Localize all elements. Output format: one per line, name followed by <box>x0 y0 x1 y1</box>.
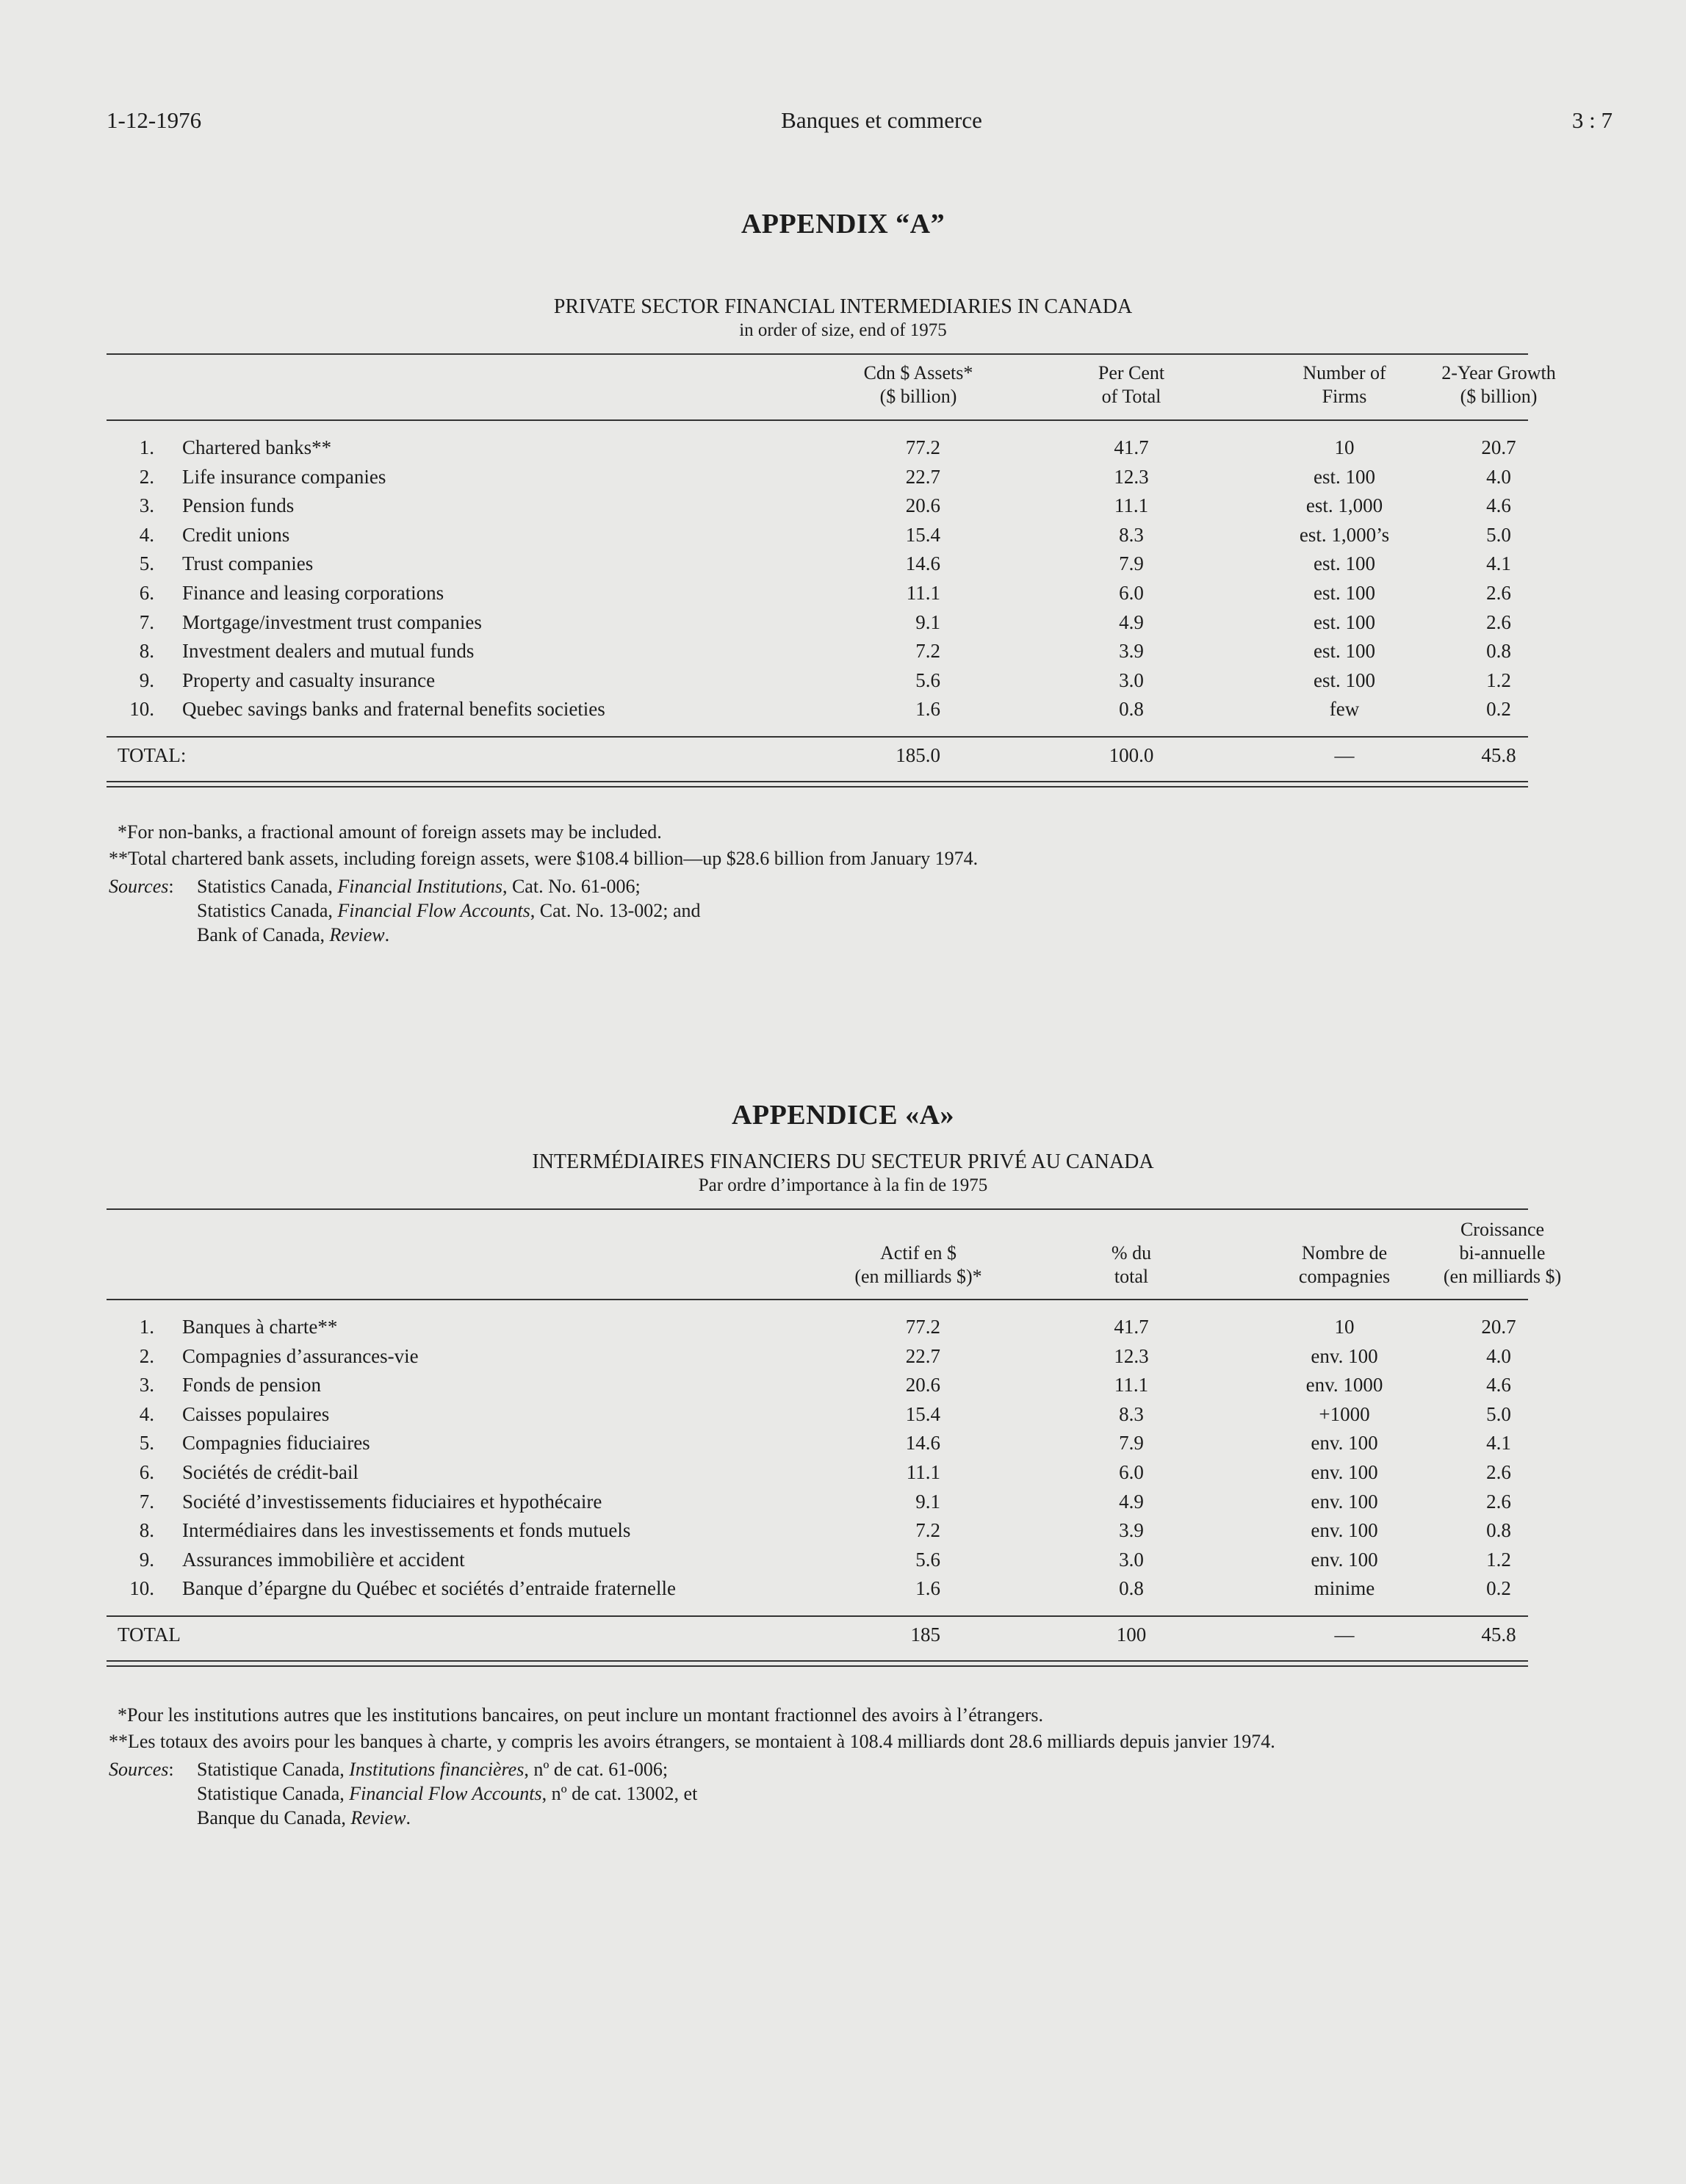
table-row <box>0 436 1686 466</box>
table-row <box>0 466 1686 495</box>
row-number: 2. <box>139 465 154 488</box>
row-number: 1. <box>139 436 154 458</box>
appendix-fr-subtitle2: Par ordre d’importance à la fin de 1975 <box>698 1175 988 1195</box>
row-percent: 41.7 <box>1114 1316 1149 1338</box>
table-header-rule <box>107 419 1528 421</box>
row-name: Finance and leasing corporations <box>182 582 444 604</box>
row-firms: 10 <box>1334 1316 1355 1338</box>
row-number: 6. <box>139 582 154 604</box>
row-name: Banque d’épargne du Québec et sociétés d’entraide fraternelle <box>182 1577 676 1600</box>
row-assets: 9.1 <box>915 610 940 633</box>
row-assets: 15.4 <box>905 523 940 546</box>
row-growth: 1.2 <box>1486 668 1511 691</box>
row-name: Pension funds <box>182 494 295 517</box>
row-name: Quebec savings banks and fraternal benefits societies <box>182 698 605 721</box>
row-assets: 1.6 <box>915 1577 940 1600</box>
row-firms: +1000 <box>1319 1402 1370 1425</box>
header-title: Banques et commerce <box>781 107 982 133</box>
table-row <box>0 1403 1686 1432</box>
row-assets: 14.6 <box>905 552 940 575</box>
row-number: 5. <box>139 552 154 575</box>
row-percent: 11.1 <box>1114 494 1149 517</box>
row-percent: 7.9 <box>1119 552 1144 575</box>
row-growth: 4.0 <box>1486 1344 1511 1367</box>
table-row <box>0 640 1686 669</box>
row-percent: 0.8 <box>1119 698 1144 721</box>
table-row <box>0 1491 1686 1520</box>
row-number: 10. <box>129 1577 154 1600</box>
row-growth: 0.8 <box>1486 640 1511 663</box>
source-fr-2: Statistique Canada, Financial Flow Accounts, nº de cat. 13002, et <box>197 1783 698 1804</box>
row-growth: 0.8 <box>1486 1519 1511 1542</box>
table-fr-bottom-rule <box>107 1660 1528 1662</box>
row-growth: 20.7 <box>1481 1316 1516 1338</box>
row-assets: 11.1 <box>906 582 940 604</box>
row-percent: 6.0 <box>1119 1461 1144 1483</box>
row-name: Intermédiaires dans les investissements et fonds mutuels <box>182 1519 631 1542</box>
row-name: Assurances immobilière et accident <box>182 1548 465 1571</box>
row-name: Property and casualty insurance <box>182 668 436 691</box>
row-name: Compagnies d’assurances-vie <box>182 1344 419 1367</box>
row-firms: env. 100 <box>1311 1519 1378 1542</box>
note-fr-2: **Les totaux des avoirs pour les banques à charte, y compris les avoirs étrangers, se montaient à 108.4 milliards dont 28.6 milliards depuis janvier 1974. <box>109 1731 1275 1752</box>
appendix-en-subtitle2: in order of size, end of 1975 <box>739 320 947 340</box>
row-growth: 4.0 <box>1486 465 1511 488</box>
row-percent: 8.3 <box>1119 523 1144 546</box>
total-assets: 185.0 <box>896 744 940 766</box>
table-row <box>0 1374 1686 1403</box>
table-row <box>0 524 1686 553</box>
row-growth: 0.2 <box>1486 698 1511 721</box>
row-number: 7. <box>139 610 154 633</box>
row-number: 3. <box>139 1374 154 1396</box>
row-firms: est. 1,000 <box>1305 494 1383 517</box>
row-name: Fonds de pension <box>182 1374 321 1396</box>
row-growth: 2.6 <box>1486 1490 1511 1513</box>
row-percent: 3.9 <box>1119 1519 1144 1542</box>
row-assets: 77.2 <box>905 1316 940 1338</box>
row-percent: 4.9 <box>1119 610 1144 633</box>
table-fr-total-row <box>0 1623 1686 1653</box>
table-fr-top-rule <box>107 1208 1528 1210</box>
row-assets: 7.2 <box>915 1519 940 1542</box>
note-en-1: *For non-banks, a fractional amount of foreign assets may be included. <box>118 821 662 843</box>
row-percent: 41.7 <box>1114 436 1149 458</box>
total-percent: 100.0 <box>1109 744 1154 766</box>
row-growth: 0.2 <box>1486 1577 1511 1600</box>
source-en-1: Statistics Canada, Financial Institutions, Cat. No. 61-006; <box>197 876 641 897</box>
row-firms: env. 1000 <box>1305 1374 1383 1396</box>
row-growth: 2.6 <box>1486 1461 1511 1483</box>
total-firms: — <box>1334 744 1355 766</box>
row-assets: 5.6 <box>915 1548 940 1571</box>
row-number: 4. <box>139 523 154 546</box>
row-assets: 1.6 <box>915 698 940 721</box>
total-fr-firms: — <box>1334 1623 1355 1646</box>
row-number: 10. <box>129 698 154 721</box>
row-firms: est. 100 <box>1314 640 1375 663</box>
row-name: Société d’investissements fiduciaires et hypothécaire <box>182 1490 602 1513</box>
row-firms: env. 100 <box>1311 1490 1378 1513</box>
col-header-percent: Per Cent of Total <box>1098 362 1165 407</box>
row-name: Credit unions <box>182 523 290 546</box>
row-assets: 7.2 <box>915 640 940 663</box>
row-firms: est. 100 <box>1314 582 1375 604</box>
row-percent: 3.0 <box>1119 1548 1144 1571</box>
row-assets: 22.7 <box>905 465 940 488</box>
table-total-rule <box>107 736 1528 738</box>
row-firms: env. 100 <box>1311 1461 1378 1483</box>
row-number: 4. <box>139 1402 154 1425</box>
col-header-fr-percent: % du total <box>1111 1242 1152 1287</box>
table-row <box>0 1316 1686 1345</box>
row-assets: 15.4 <box>905 1402 940 1425</box>
row-percent: 8.3 <box>1119 1402 1144 1425</box>
col-header-fr-assets: Actif en $ (en milliards $)* <box>854 1242 982 1287</box>
row-firms: est. 100 <box>1314 610 1375 633</box>
sources-en: Sources: <box>109 876 174 897</box>
row-growth: 20.7 <box>1481 436 1516 458</box>
row-number: 7. <box>139 1490 154 1513</box>
note-en-2: **Total chartered bank assets, including foreign assets, were $108.4 billion—up $28.6 billion from January 1974. <box>109 848 979 869</box>
row-name: Sociétés de crédit-bail <box>182 1461 359 1483</box>
row-name: Trust companies <box>182 552 314 575</box>
total-fr-assets: 185 <box>910 1623 940 1646</box>
source-fr-3: Banque du Canada, Review. <box>197 1807 411 1828</box>
row-firms: env. 100 <box>1311 1548 1378 1571</box>
row-growth: 4.1 <box>1486 552 1511 575</box>
col-header-firms: Number of Firms <box>1303 362 1386 407</box>
row-firms: few <box>1329 698 1360 721</box>
row-firms: minime <box>1314 1577 1375 1600</box>
table-en-total-row <box>0 744 1686 774</box>
row-firms: est. 100 <box>1314 552 1375 575</box>
row-firms: est. 100 <box>1314 668 1375 691</box>
source-en-2: Statistics Canada, Financial Flow Accounts, Cat. No. 13-002; and <box>197 900 701 921</box>
col-header-assets: Cdn $ Assets* ($ billion) <box>863 362 973 407</box>
table-row <box>0 494 1686 524</box>
sources-fr: Sources: <box>109 1759 174 1780</box>
row-growth: 2.6 <box>1486 610 1511 633</box>
row-name: Caisses populaires <box>182 1402 330 1425</box>
row-name: Investment dealers and mutual funds <box>182 640 475 663</box>
table-row <box>0 1549 1686 1578</box>
row-growth: 5.0 <box>1486 523 1511 546</box>
header-date: 1-12-1976 <box>107 107 202 133</box>
note-fr-1: *Pour les institutions autres que les institutions bancaires, on peut inclure un montant fractionnel des avoirs à l’étrangers. <box>118 1704 1043 1726</box>
row-number: 9. <box>139 668 154 691</box>
total-growth: 45.8 <box>1481 744 1516 766</box>
row-growth: 2.6 <box>1486 582 1511 604</box>
row-number: 1. <box>139 1316 154 1338</box>
row-assets: 14.6 <box>905 1432 940 1455</box>
table-fr-header-rule <box>107 1299 1528 1300</box>
row-firms: 10 <box>1334 436 1355 458</box>
table-row <box>0 698 1686 727</box>
table-row <box>0 582 1686 611</box>
row-percent: 0.8 <box>1119 1577 1144 1600</box>
row-percent: 12.3 <box>1114 1344 1149 1367</box>
row-percent: 11.1 <box>1114 1374 1149 1396</box>
appendix-en-title: APPENDIX “A” <box>741 209 945 239</box>
row-growth: 1.2 <box>1486 1548 1511 1571</box>
row-number: 9. <box>139 1548 154 1571</box>
row-number: 8. <box>139 640 154 663</box>
appendix-en-subtitle: PRIVATE SECTOR FINANCIAL INTERMEDIARIES IN CANADA <box>553 295 1133 318</box>
row-growth: 5.0 <box>1486 1402 1511 1425</box>
table-top-rule <box>107 353 1528 355</box>
row-growth: 4.6 <box>1486 494 1511 517</box>
total-fr-percent: 100 <box>1116 1623 1147 1646</box>
table-row <box>0 669 1686 699</box>
row-growth: 4.6 <box>1486 1374 1511 1396</box>
header-page-number: 3 : 7 <box>1571 107 1613 133</box>
table-bottom-rule <box>107 781 1528 782</box>
table-row <box>0 611 1686 641</box>
row-percent: 4.9 <box>1119 1490 1144 1513</box>
table-row <box>0 552 1686 582</box>
row-percent: 7.9 <box>1119 1432 1144 1455</box>
row-assets: 5.6 <box>915 668 940 691</box>
row-number: 6. <box>139 1461 154 1483</box>
row-firms: est. 100 <box>1314 465 1375 488</box>
row-number: 3. <box>139 494 154 517</box>
table-bottom-rule-double <box>107 786 1528 788</box>
row-assets: 77.2 <box>905 436 940 458</box>
row-assets: 20.6 <box>905 494 940 517</box>
row-number: 2. <box>139 1344 154 1367</box>
row-assets: 11.1 <box>906 1461 940 1483</box>
col-header-fr-growth: Croissance bi-annuelle (en milliards $) <box>1443 1219 1562 1287</box>
total-fr-label: TOTAL <box>118 1623 181 1646</box>
row-firms: env. 100 <box>1311 1432 1378 1455</box>
row-name: Life insurance companies <box>182 465 386 488</box>
source-fr-1: Statistique Canada, Institutions financières, nº de cat. 61-006; <box>197 1759 669 1780</box>
row-growth: 4.1 <box>1486 1432 1511 1455</box>
col-header-fr-firms: Nombre de compagnies <box>1298 1242 1391 1287</box>
row-percent: 3.0 <box>1119 668 1144 691</box>
row-firms: env. 100 <box>1311 1344 1378 1367</box>
row-percent: 6.0 <box>1119 582 1144 604</box>
row-name: Compagnies fiduciaires <box>182 1432 370 1455</box>
table-row <box>0 1461 1686 1491</box>
source-en-3: Bank of Canada, Review. <box>197 924 390 945</box>
row-number: 8. <box>139 1519 154 1542</box>
table-row <box>0 1345 1686 1374</box>
row-firms: est. 1,000’s <box>1299 523 1390 546</box>
row-assets: 22.7 <box>905 1344 940 1367</box>
appendix-fr-subtitle: INTERMÉDIAIRES FINANCIERS DU SECTEUR PRIVÉ AU CANADA <box>532 1150 1154 1173</box>
row-name: Banques à charte** <box>182 1316 338 1338</box>
row-name: Mortgage/investment trust companies <box>182 610 482 633</box>
appendix-fr-title: APPENDICE «A» <box>731 1100 955 1131</box>
table-row <box>0 1577 1686 1607</box>
row-assets: 20.6 <box>905 1374 940 1396</box>
row-percent: 12.3 <box>1114 465 1149 488</box>
table-fr-total-rule <box>107 1615 1528 1617</box>
table-row <box>0 1519 1686 1549</box>
row-number: 5. <box>139 1432 154 1455</box>
row-assets: 9.1 <box>915 1490 940 1513</box>
row-percent: 3.9 <box>1119 640 1144 663</box>
col-header-growth: 2-Year Growth ($ billion) <box>1441 362 1556 407</box>
row-name: Chartered banks** <box>182 436 332 458</box>
total-fr-growth: 45.8 <box>1481 1623 1516 1646</box>
total-label: TOTAL: <box>118 744 187 766</box>
table-row <box>0 1432 1686 1461</box>
table-fr-bottom-rule-double <box>107 1665 1528 1667</box>
